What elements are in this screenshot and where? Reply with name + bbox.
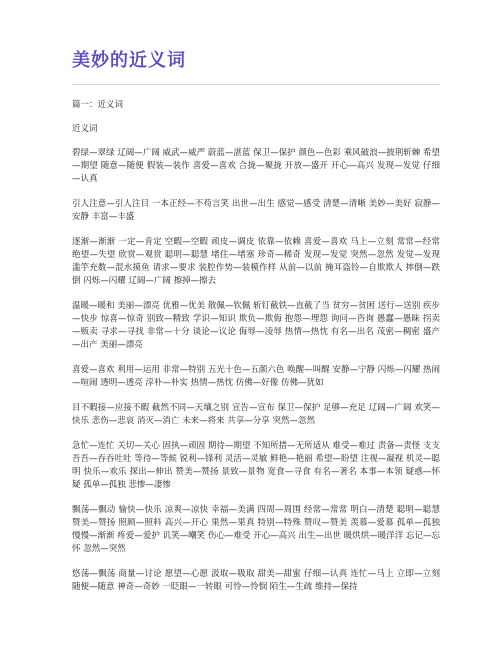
paragraph: 碧绿—翠绿 辽阔—广阔 威武—威严 蔚蓝—湛蓝 保卫—保护 颜色—色彩 乘风破浪—披荆斩棘 希望—期望 随意—随便 假装—装作 喜爱—喜欢 合拢—聚拢 开放—盛开 开心—高兴 发现—发觉 仔细—认真 — [72, 148, 440, 184]
paragraph: 目不暇接—应接不暇 截然不同—天壤之别 宣告—宣布 保卫—保护 足够—充足 辽阔—广阔 欢笑—快乐 悲伤—悲哀 消灭—消亡 未来—将来 共享—分享 突然—忽然 — [72, 403, 440, 426]
section-header — [72, 99, 440, 135]
page-title: 美妙的近义词 — [72, 46, 440, 85]
paragraph: 急忙—连忙 关切—关心 固执—顽固 期待—期望 不知所措—无所适从 难受—难过 责备—责怪 支支吾吾—吞吞吐吐 等待—等候 锐利—锋利 灵活—灵敏 鲜艳—艳丽 希望—盼望 注视—凝视 机灵—聪明 快乐—欢乐 探出—伸出 赞美—赞扬 景致—景物 宽食—寻食 有名—著名 本事—本领 疑惑—怀疑 孤单—孤独 悲惨—凄惨 — [72, 441, 440, 490]
paragraph: 喜爱—喜欢 利用—运用 非常—特别 五光十色—五颜六色 唤醒—叫醒 安静—宁静 闪烁—闪耀 热闹—喧闹 透明—透亮 淳朴—朴实 热情—热忱 仿佛—好像 仿佛—犹如 — [72, 365, 440, 388]
subheading: 近义词 — [72, 124, 98, 134]
paragraph: 温暖—暖和 美丽—漂亮 优雅—优美 散佩—钦佩 斩钉截铁—直截了当 贫穷—贫困 送行—送别 疾步—快步 惊喜—惊奇 别致—精致 学识—知识 欺负—欺侮 抱怨—埋怨 询问—咨询 愚蠢—愚昧 拐卖—贩卖 寻求—寻找 非常—十分 谈论—议论 侮辱—凌辱 热情—热忱 有名—出名 茂密—稠密 盛产—出产 美丽—漂亮 — [72, 301, 440, 350]
paragraph: 逐渐—渐渐 一定—肯定 空暇—空暇 顽皮—调皮 依靠—依赖 喜爱—喜欢 马上—立刻 常常—经常 绝望—失望 欣赏—观赏 聪明—聪慧 堵住—堵塞 珍奇—稀奇 发现—发觉 突然—忽然 发觉—发现 滥竽充数—混水摸鱼 请求—要求 装腔作势—装模作样 从前—以前 掩耳盗铃—自欺欺人 摔倒—跌倒 闪烁—闪耀 辽阔—广阔 擦掉—擦去 — [72, 237, 440, 286]
section-heading: 篇一：近义词 — [72, 100, 124, 110]
paragraph: 悠荡—飘荡 商量—讨论 愿望—心愿 汲取—吸取 甜美—甜蜜 仔细—认真 连忙—马上 立即—立刻 随便—随意 神奇—奇妙 一眨眼—一转眼 可怜—怜悯 陌生—生疏 维持—保持 — [72, 569, 440, 592]
paragraph: 飘荡—飘动 愉快—快乐 凉爽—凉快 幸福—美满 四周—周围 经常—常常 明白—清楚 聪明—聪慧 赞美—赞扬 照顾—照料 高兴—开心 果然—果真 特别—特殊 赞叹—赞美 羡慕—爱慕 孤单—孤独 慢慢—渐渐 疼爱—爱护 讥笑—嘲笑 伤心—难受 开心—高兴 出生—出世 暖烘烘—暖洋洋 忘记—忘怀 忽然—突然 — [72, 505, 440, 554]
paragraph: 引人注意—引人注目 一本正经—不苟言笑 出世—出生 感觉—感受 清楚—清晰 美妙—美好 寂静—安静 丰富—丰盛 — [72, 199, 440, 222]
